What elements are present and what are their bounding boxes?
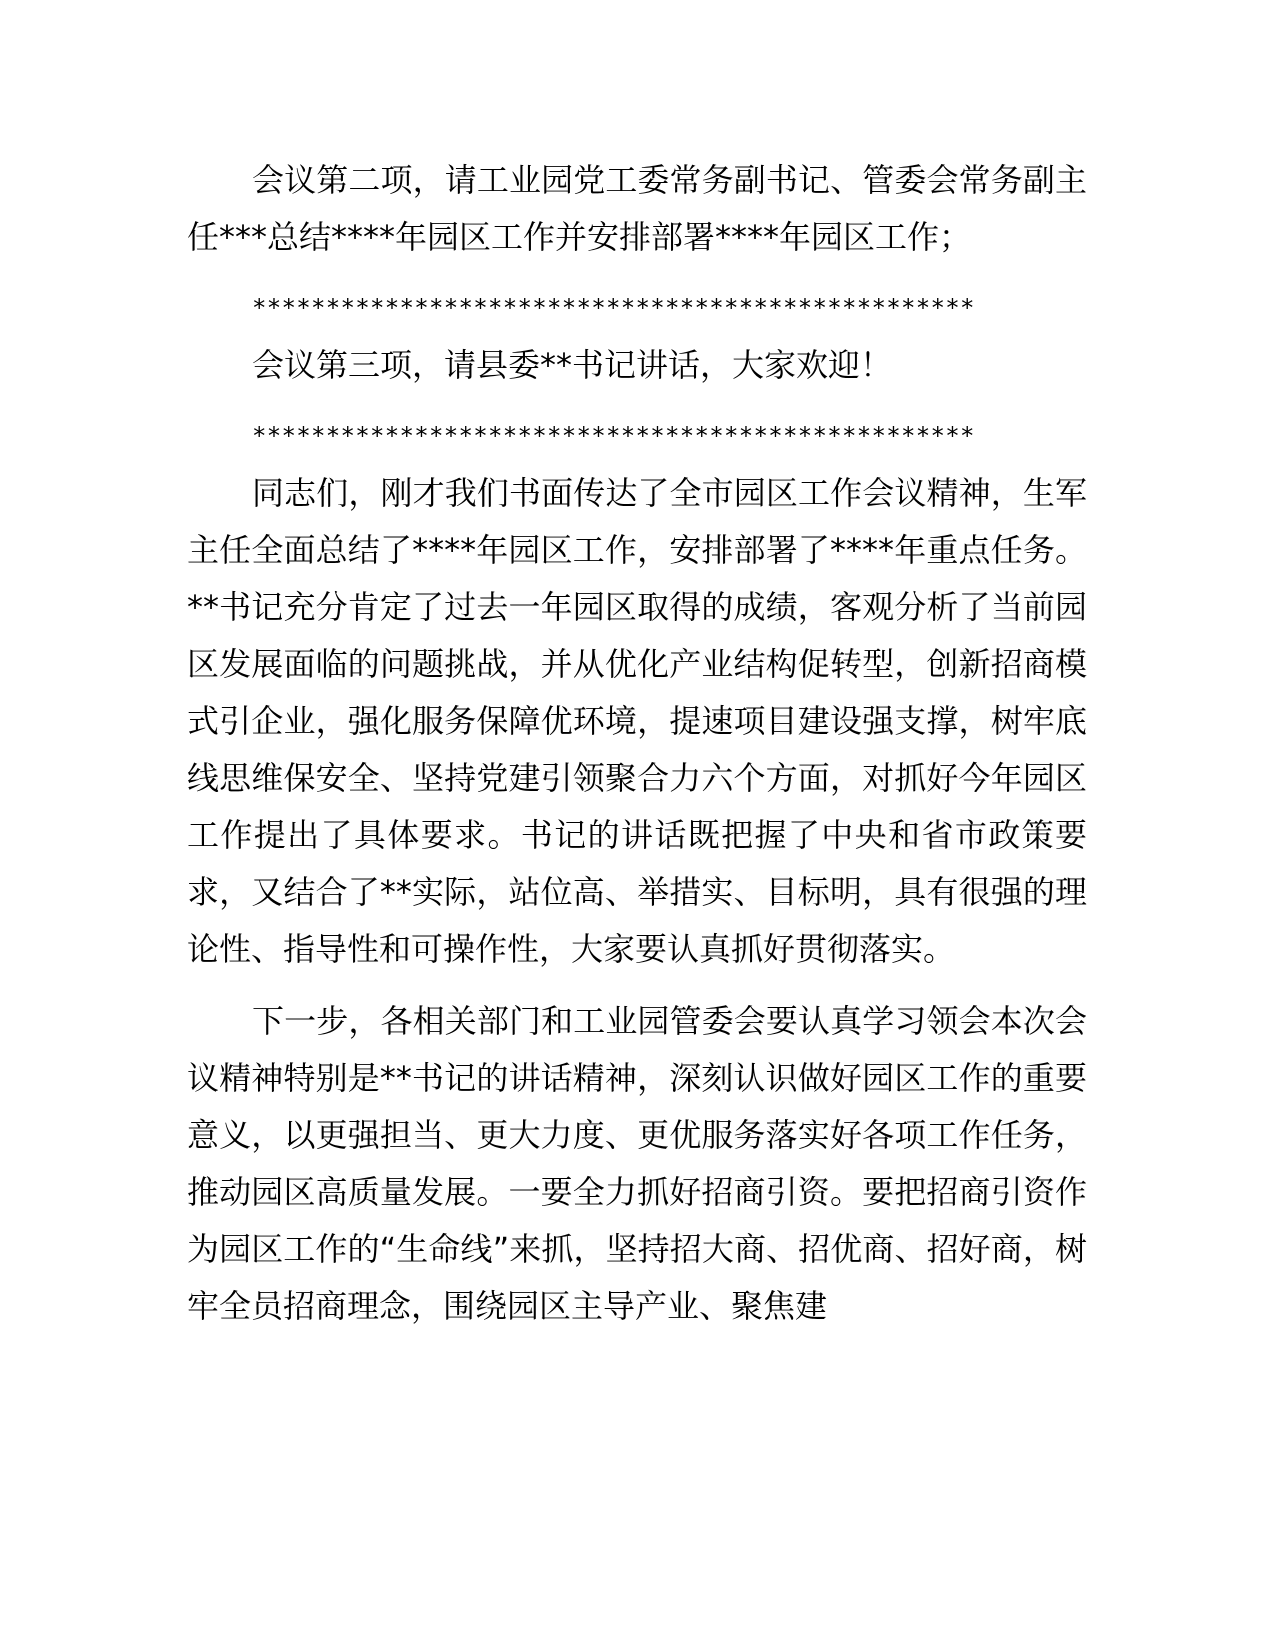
paragraph-next-steps: 下一步，各相关部门和工业园管委会要认真学习领会本次会议精神特别是**书记的讲话精神，深刻认识做好园区工作的重要意义，以更强担当、更大力度、更优服务落实好各项工作任务，推动园区高质量发展。一要全力抓好招商引资。要把招商引资作为园区工作的“生命线”来抓，坚持招大商、招优商、招好商，树牢全员招商理念，围绕园区主导产业、聚焦建 bbox=[187, 1002, 1087, 1325]
paragraph-agenda-item-three: 会议第三项，请县委**书记讲话，大家欢迎！ bbox=[252, 346, 893, 384]
separator-stars-2: ************************************************* bbox=[252, 422, 975, 450]
paragraph-agenda-item-two: 会议第二项，请工业园党工委常务副书记、管委会常务副主任***总结****年园区工作并安排部署****年园区工作； bbox=[187, 161, 1087, 256]
paragraph-summary-remarks: 同志们，刚才我们书面传达了全市园区工作会议精神，生军主任全面总结了****年园区工作，安排部署了****年重点任务。**书记充分肯定了过去一年园区取得的成绩，客观分析了当前园区发展面临的问题挑战，并从优化产业结构促转型，创新招商模式引企业，强化服务保障优环境，提速项目建设强支撑，树牢底线思维保安全、坚持党建引领聚合力六个方面，对抓好今年园区工作提出了具体要求。书记的讲话既把握了中央和省市政策要求，又结合了**实际，站位高、举措实、目标明，具有很强的理论性、指导性和可操作性，大家要认真抓好贯彻落实。 bbox=[187, 474, 1087, 968]
separator-stars-1: ************************************************* bbox=[252, 294, 975, 322]
document-body bbox=[187, 152, 1087, 1335]
